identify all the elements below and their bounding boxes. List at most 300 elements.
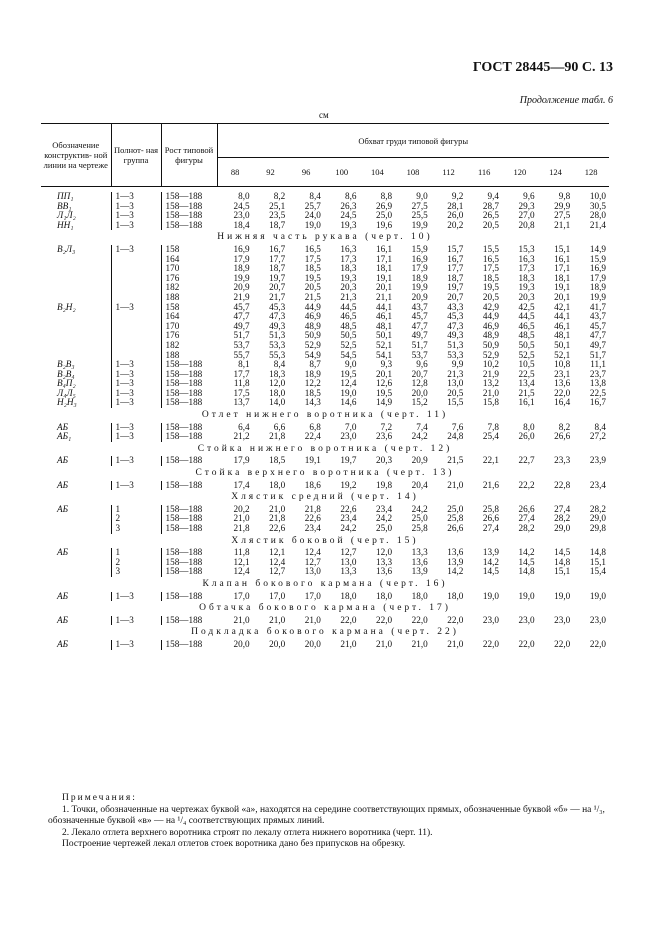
measurements-table	[41, 123, 609, 650]
row-value: 21,1	[376, 292, 393, 302]
row-value: 28,2	[589, 504, 606, 514]
row-value: 23,0	[589, 615, 606, 625]
row-value: 12,0	[376, 548, 393, 558]
row-value: 13,6	[447, 548, 464, 558]
row-value: 44,5	[340, 302, 357, 312]
row-value: 10,2	[482, 360, 499, 370]
row-value: 19,5	[340, 369, 357, 379]
row-value: 52,5	[340, 340, 357, 350]
row-value: 15,8	[482, 398, 499, 408]
row-group: 1	[111, 548, 161, 558]
section-title: Подкладка бокового кармана (черт. 22)	[191, 627, 459, 638]
row-group: 1—3	[111, 379, 161, 389]
row-value: 19,7	[447, 283, 464, 293]
row-label: АБ	[57, 548, 69, 558]
row-value: 17,5	[304, 254, 321, 264]
row-value: 50,5	[518, 340, 535, 350]
row-value: 28,2	[554, 514, 571, 524]
row-value: 13,3	[376, 557, 393, 567]
row-value: 22,1	[482, 456, 499, 466]
row-value: 17,1	[376, 254, 393, 264]
row-value: 29,0	[554, 524, 571, 533]
row-value: 22,0	[589, 639, 606, 649]
row-value: 27,0	[518, 211, 535, 221]
size-header: 128	[573, 158, 609, 187]
row-value: 23,0	[482, 615, 499, 625]
row-height: 164	[161, 255, 217, 265]
row-value: 8,8	[380, 192, 393, 201]
table-row	[41, 211, 609, 221]
row-value: 13,6	[554, 379, 571, 389]
row-value: 50,5	[340, 331, 357, 341]
row-height: 158—188	[161, 192, 217, 202]
row-value: 21,0	[340, 639, 357, 649]
row-value: 51,3	[447, 340, 464, 350]
row-value: 22,6	[304, 514, 321, 524]
row-value: 7,8	[487, 422, 499, 432]
row-value: 12,8	[411, 379, 428, 389]
row-value: 17,9	[411, 264, 428, 274]
row-value: 19,9	[411, 220, 428, 230]
row-label: АБ	[57, 639, 69, 649]
row-value: 42,9	[482, 302, 499, 312]
row-value: 20,4	[411, 480, 428, 490]
row-value: 15,2	[411, 398, 428, 408]
section-title: Хлястик боковой (черт. 15)	[231, 535, 419, 546]
size-header: 104	[360, 158, 396, 187]
row-label	[41, 283, 111, 293]
table-row	[41, 341, 609, 351]
row-value: 8,0	[238, 192, 250, 201]
row-label: В₂В₄	[57, 369, 75, 379]
row-group: 1—3	[111, 389, 161, 399]
row-label	[41, 351, 111, 361]
row-label: АБ	[57, 615, 69, 625]
row-height: 182	[161, 283, 217, 293]
row-value: 11,1	[590, 360, 606, 370]
row-value: 27,2	[589, 432, 606, 442]
row-value: 23,4	[340, 514, 357, 524]
row-value: 20,0	[269, 639, 286, 649]
row-value: 19,0	[340, 388, 357, 398]
row-value: 22,0	[554, 639, 571, 649]
row-group	[111, 331, 161, 341]
table-row	[41, 379, 609, 389]
row-value: 26,6	[482, 514, 499, 524]
row-value: 49,7	[411, 331, 428, 341]
row-group: 1—3	[111, 303, 161, 313]
row-label: В₂Л₃	[57, 244, 76, 254]
row-value: 23,3	[554, 456, 571, 466]
row-label	[41, 274, 111, 284]
row-value: 20,9	[411, 456, 428, 466]
row-value: 22,0	[518, 639, 535, 649]
row-value: 18,5	[304, 264, 321, 274]
row-value: 20,2	[233, 504, 250, 514]
row-group: 1—3	[111, 245, 161, 255]
row-value: 21,0	[269, 504, 286, 514]
row-label: АБ	[57, 504, 69, 514]
row-height: 188	[161, 293, 217, 303]
row-value: 23,4	[304, 524, 321, 533]
row-value: 8,1	[238, 360, 250, 370]
row-height: 158—188	[161, 505, 217, 515]
row-value: 8,4	[309, 192, 321, 201]
row-value: 22,0	[340, 615, 357, 625]
table-row	[41, 592, 609, 602]
table-row	[41, 293, 609, 303]
row-value: 7,2	[380, 422, 393, 432]
row-value: 17,1	[554, 264, 571, 274]
row-value: 20,3	[376, 456, 393, 466]
row-value: 20,5	[304, 283, 321, 293]
row-value: 8,2	[558, 422, 571, 432]
row-value: 20,1	[554, 292, 571, 302]
row-value: 8,7	[309, 360, 321, 370]
row-value: 27,4	[518, 514, 535, 524]
row-value: 26,5	[482, 211, 499, 221]
table-row	[41, 558, 609, 568]
row-value: 11,8	[233, 379, 250, 389]
row-value: 21,5	[447, 456, 464, 466]
row-value: 17,0	[304, 591, 321, 601]
row-value: 19,2	[340, 480, 357, 490]
row-value: 20,3	[518, 292, 535, 302]
row-value: 25,7	[304, 201, 321, 211]
row-value: 19,1	[376, 273, 393, 283]
row-value: 48,1	[376, 321, 393, 331]
row-value: 21,0	[447, 639, 464, 649]
row-label	[41, 331, 111, 341]
row-value: 21,5	[518, 388, 535, 398]
row-value: 52,5	[518, 350, 535, 360]
row-value: 7,6	[451, 422, 464, 432]
row-value: 22,0	[411, 615, 428, 625]
row-value: 20,0	[304, 639, 321, 649]
row-value: 46,9	[482, 321, 499, 331]
row-value: 9,2	[451, 192, 464, 201]
row-value: 19,1	[304, 456, 321, 466]
row-group: 1—3	[111, 481, 161, 491]
row-value: 20,1	[376, 369, 393, 379]
row-value: 18,7	[269, 264, 286, 274]
table-row	[41, 274, 609, 284]
row-value: 48,9	[304, 321, 321, 331]
row-value: 54,5	[340, 350, 357, 360]
row-value: 51,7	[233, 331, 250, 341]
row-value: 21,4	[589, 220, 606, 230]
row-value: 24,8	[447, 432, 464, 442]
row-group: 1—3	[111, 221, 161, 231]
row-value: 10,5	[518, 360, 535, 370]
row-value: 20,0	[411, 388, 428, 398]
size-header: 88	[217, 158, 253, 187]
unit-label: см	[319, 110, 329, 120]
row-value: 15,7	[447, 244, 464, 254]
row-value: 25,0	[411, 514, 428, 524]
row-value: 14,8	[518, 567, 535, 577]
table-row	[41, 312, 609, 322]
row-value: 24,5	[340, 211, 357, 221]
row-value: 18,5	[269, 456, 286, 466]
row-value: 24,5	[233, 201, 250, 211]
table-row	[41, 524, 609, 534]
row-value: 19,9	[411, 283, 428, 293]
row-value: 23,4	[589, 480, 606, 490]
row-value: 25,0	[376, 211, 393, 221]
row-value: 48,5	[518, 331, 535, 341]
notes-block	[48, 793, 618, 851]
row-value: 21,0	[411, 639, 428, 649]
row-value: 25,0	[376, 524, 393, 533]
col-designation-header: Обозначение конструктив- ной линии на чертеже	[41, 124, 111, 187]
row-value: 7,4	[416, 422, 428, 432]
row-value: 19,3	[518, 283, 535, 293]
row-value: 23,0	[518, 615, 535, 625]
row-value: 20,5	[482, 220, 499, 230]
row-value: 15,3	[518, 244, 535, 254]
col-chest-header: Обхват груди типовой фигуры	[217, 124, 609, 158]
row-value: 13,9	[447, 557, 464, 567]
table-row	[41, 567, 609, 577]
row-label: НН₁	[57, 220, 74, 230]
row-value: 14,2	[482, 557, 499, 567]
row-value: 22,0	[554, 388, 571, 398]
row-value: 14,8	[554, 557, 571, 567]
row-value: 25,0	[447, 504, 464, 514]
row-value: 21,0	[304, 615, 321, 625]
row-height: 188	[161, 351, 217, 361]
row-value: 13,3	[340, 567, 357, 577]
row-value: 21,7	[269, 292, 286, 302]
row-value: 19,9	[589, 292, 606, 302]
row-value: 47,7	[233, 312, 250, 322]
row-label	[41, 514, 111, 524]
row-value: 16,3	[518, 254, 535, 264]
row-value: 18,0	[447, 591, 464, 601]
row-group: 3	[111, 567, 161, 577]
row-value: 21,0	[376, 639, 393, 649]
table-row	[41, 192, 609, 202]
row-value: 22,0	[447, 615, 464, 625]
row-value: 14,2	[447, 567, 464, 577]
row-value: 19,1	[554, 283, 571, 293]
row-value: 12,2	[304, 379, 321, 389]
row-value: 45,7	[589, 321, 606, 331]
row-value: 17,3	[340, 254, 357, 264]
row-label: АБ₁	[57, 432, 72, 442]
size-header: 124	[538, 158, 574, 187]
table-row	[41, 398, 609, 408]
row-height: 158—188	[161, 398, 217, 408]
row-value: 50,9	[482, 340, 499, 350]
row-value: 18,3	[518, 273, 535, 283]
section-title: Обтачка бокового кармана (черт. 17)	[199, 603, 451, 614]
row-value: 22,8	[554, 480, 571, 490]
row-value: 20,9	[233, 283, 250, 293]
row-value: 27,4	[482, 524, 499, 533]
table-row	[41, 514, 609, 524]
row-value: 20,5	[447, 388, 464, 398]
row-value: 18,0	[376, 591, 393, 601]
row-value: 23,0	[554, 615, 571, 625]
row-value: 21,6	[482, 480, 499, 490]
row-label: АБ	[57, 456, 69, 466]
col-height-header: Рост типовой фигуры	[161, 124, 217, 187]
row-value: 18,9	[304, 369, 321, 379]
row-value: 54,9	[304, 350, 321, 360]
row-label: АБ	[57, 480, 69, 490]
row-height: 176	[161, 331, 217, 341]
row-value: 44,9	[304, 302, 321, 312]
row-group: 1—3	[111, 640, 161, 650]
table-body	[41, 187, 609, 650]
row-group: 1—3	[111, 456, 161, 466]
row-height: 158—188	[161, 432, 217, 442]
row-group: 1—3	[111, 398, 161, 408]
row-value: 46,5	[340, 312, 357, 322]
row-value: 47,3	[269, 312, 286, 322]
row-value: 24,2	[411, 504, 428, 514]
row-value: 21,0	[233, 514, 250, 524]
row-label	[41, 255, 111, 265]
row-value: 53,3	[447, 350, 464, 360]
row-value: 14,5	[554, 548, 571, 558]
row-value: 12,1	[269, 548, 286, 558]
row-value: 9,9	[451, 360, 464, 370]
row-value: 18,0	[269, 480, 286, 490]
row-value: 45,7	[411, 312, 428, 322]
row-value: 51,3	[269, 331, 286, 341]
table-row	[41, 456, 609, 466]
table-row	[41, 245, 609, 255]
row-value: 26,0	[447, 211, 464, 221]
row-value: 8,2	[273, 192, 286, 201]
row-value: 17,0	[233, 591, 250, 601]
row-label	[41, 322, 111, 332]
row-value: 18,1	[554, 273, 571, 283]
row-value: 22,6	[269, 524, 286, 533]
row-value: 18,4	[233, 220, 250, 230]
row-value: 13,9	[411, 567, 428, 577]
table-row	[41, 423, 609, 433]
section-title: Стойка нижнего воротника (черт. 12)	[197, 443, 453, 454]
row-label: Л₁Л₂	[57, 211, 76, 221]
note-item: 2. Лекало отлета верхнего воротника строят по лекалу отлета нижнего воротника (черт. 11).	[62, 827, 433, 838]
row-value: 8,0	[523, 422, 535, 432]
row-height: 158—188	[161, 456, 217, 466]
row-value: 22,0	[376, 615, 393, 625]
row-value: 16,5	[482, 254, 499, 264]
table-row	[41, 202, 609, 212]
table-row	[41, 548, 609, 558]
row-value: 18,9	[233, 264, 250, 274]
row-label: Н₂Н₃	[57, 398, 77, 408]
row-value: 13,6	[411, 557, 428, 567]
row-value: 9,0	[345, 360, 357, 370]
table-continuation-label: Продолжение табл. 6	[519, 95, 613, 106]
row-value: 13,8	[589, 379, 606, 389]
row-value: 53,3	[269, 340, 286, 350]
row-value: 48,9	[482, 331, 499, 341]
row-value: 12,4	[269, 557, 286, 567]
row-value: 12,1	[233, 557, 250, 567]
row-group	[111, 322, 161, 332]
row-value: 23,5	[269, 211, 286, 221]
row-group	[111, 293, 161, 303]
row-value: 51,7	[411, 340, 428, 350]
row-value: 19,5	[482, 283, 499, 293]
row-value: 54,1	[376, 350, 393, 360]
row-height: 158—188	[161, 524, 217, 534]
section-title: Хлястик средний (черт. 14)	[231, 492, 419, 503]
row-value: 21,2	[233, 432, 250, 442]
row-value: 19,0	[518, 591, 535, 601]
row-value: 21,0	[482, 388, 499, 398]
row-value: 22,7	[518, 456, 535, 466]
row-group: 1—3	[111, 192, 161, 202]
row-value: 12,0	[269, 379, 286, 389]
row-value: 25,8	[411, 524, 428, 533]
row-value: 45,3	[269, 302, 286, 312]
row-group	[111, 341, 161, 351]
row-value: 15,1	[589, 557, 606, 567]
table-row	[41, 351, 609, 361]
row-value: 13,9	[482, 548, 499, 558]
row-value: 8,4	[273, 360, 286, 370]
row-height: 158	[161, 303, 217, 313]
row-value: 14,9	[376, 398, 393, 408]
row-value: 16,7	[447, 254, 464, 264]
size-header: 112	[431, 158, 467, 187]
row-value: 19,0	[304, 220, 321, 230]
row-value: 16,9	[411, 254, 428, 264]
row-value: 25,4	[482, 432, 499, 442]
row-height: 158—188	[161, 481, 217, 491]
row-height: 158—188	[161, 548, 217, 558]
row-height: 158—188	[161, 592, 217, 602]
row-value: 16,5	[304, 244, 321, 254]
row-value: 14,5	[518, 557, 535, 567]
section-title: Нижняя часть рукава (черт. 10)	[217, 232, 433, 243]
row-value: 24,2	[340, 524, 357, 533]
row-value: 52,9	[482, 350, 499, 360]
row-value: 46,1	[376, 312, 393, 322]
row-value: 21,8	[304, 504, 321, 514]
row-value: 20,9	[411, 292, 428, 302]
row-value: 19,6	[376, 220, 393, 230]
size-header: 92	[253, 158, 289, 187]
row-value: 16,1	[518, 398, 535, 408]
row-value: 13,0	[304, 567, 321, 577]
row-value: 46,9	[304, 312, 321, 322]
row-value: 13,2	[482, 379, 499, 389]
row-value: 55,7	[233, 350, 250, 360]
row-group: 1—3	[111, 592, 161, 602]
section-title: Отлет нижнего воротника (черт. 11)	[201, 410, 449, 421]
row-value: 12,4	[304, 548, 321, 558]
row-height: 158—188	[161, 423, 217, 433]
row-value: 12,4	[233, 567, 250, 577]
notes-title: Примечания:	[62, 793, 137, 803]
row-value: 21,0	[447, 480, 464, 490]
row-height: 176	[161, 274, 217, 284]
row-value: 16,1	[554, 254, 571, 264]
table-row	[41, 616, 609, 626]
row-label	[41, 312, 111, 322]
row-value: 28,1	[447, 201, 464, 211]
row-value: 45,7	[233, 302, 250, 312]
